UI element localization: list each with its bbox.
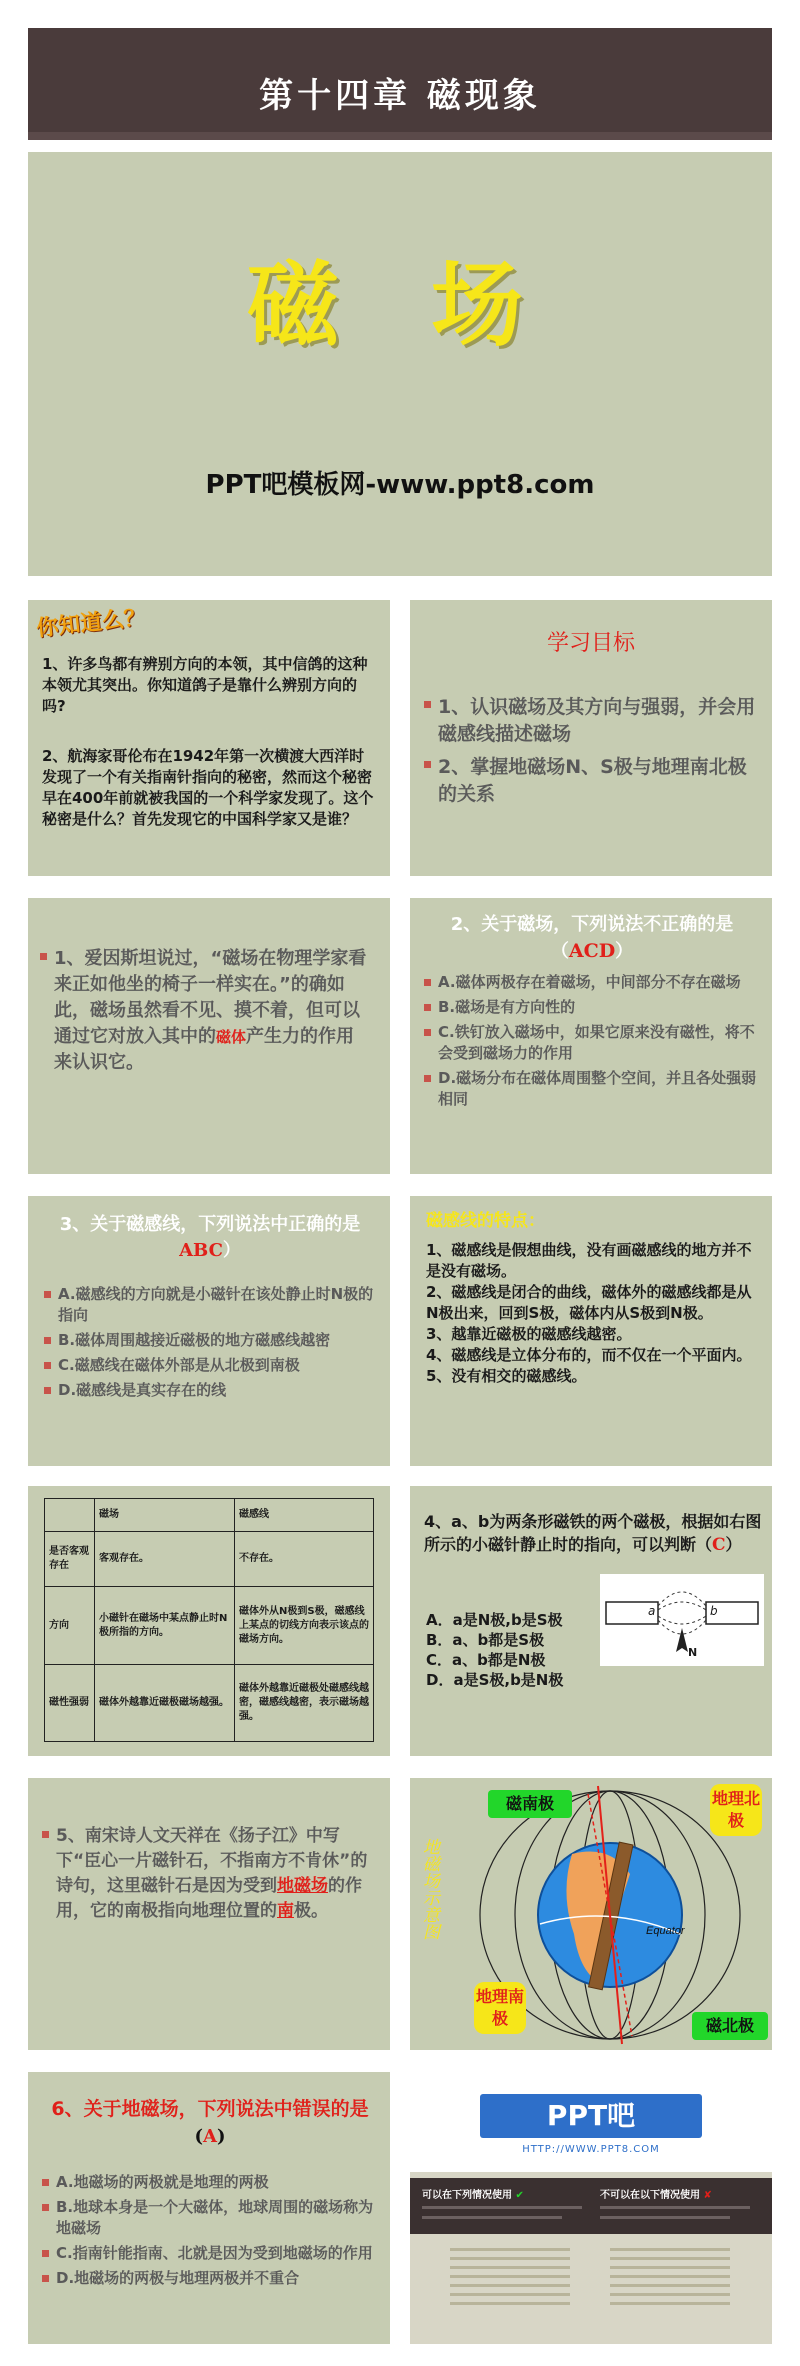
objective-1: 1、认识磁场及其方向与强弱，并会用磁感线描述磁场 bbox=[424, 694, 760, 748]
q6-stem: 6、关于地磁场，下列说法中错误的是 bbox=[51, 2098, 369, 2120]
table-row bbox=[45, 1664, 374, 1741]
table-cell: 磁体外越靠近磁极处磁感线越密，磁感线越密，表示磁场越强。 bbox=[235, 1664, 374, 1741]
table-cell: 小磁针在磁场中某点静止时N极所指的方向。 bbox=[95, 1587, 235, 1664]
did-you-know-q2: 2、航海家哥伦布在1942年第一次横渡大西洋时发现了一个有关指南针指向的秘密，然而这个秘密早在400年前就被我国的一个科学家发现了。这个秘密是什么？首先发现它的中国科学家又是谁？ bbox=[42, 747, 374, 828]
cover-site: PPT吧模板网-www.ppt8.com bbox=[205, 470, 595, 500]
table-cell: 磁体外越靠近磁极磁场越强。 bbox=[95, 1664, 235, 1741]
ad-logo-area bbox=[410, 2072, 772, 2172]
question-3-slide bbox=[28, 1196, 390, 1466]
table-header-cell bbox=[45, 1499, 95, 1532]
table-cell: 客观存在。 bbox=[95, 1532, 235, 1587]
q3-option-b: B.磁体周围越接近磁极的地方磁感线越密 bbox=[44, 1330, 374, 1351]
q6-option-b: B.地球本身是一个大磁体，地球周围的磁场称为地磁场 bbox=[42, 2197, 378, 2239]
question-5-slide bbox=[28, 1778, 390, 2050]
ad-line bbox=[422, 2216, 562, 2219]
table-cell: 是否客观存在 bbox=[45, 1532, 95, 1587]
table-header-row bbox=[45, 1499, 374, 1532]
cross-icon: ✘ bbox=[703, 2190, 712, 2201]
q4-option-a: A．a是N极,b是S极 bbox=[426, 1611, 563, 1629]
objectives-heading: 学习目标 bbox=[546, 631, 635, 656]
table-cell: 不存在。 bbox=[235, 1532, 374, 1587]
features-heading: 磁感线的特点： bbox=[426, 1211, 545, 1231]
equator-label: Equator bbox=[646, 1925, 685, 1937]
table-cell: 磁性强弱 bbox=[45, 1664, 95, 1741]
q4-stem: 4、a、b为两条形磁铁的两个磁极，根据如右图所示的小磁针静止时的指向，可以判断（ bbox=[424, 1512, 762, 1554]
einstein-slide bbox=[28, 898, 390, 1174]
earth-side-label: 地磁场示意图 bbox=[419, 1838, 439, 1940]
question-5-text bbox=[42, 1824, 376, 1924]
field-line-features-slide bbox=[410, 1196, 772, 1466]
q5-fill-2: 南 bbox=[277, 1901, 294, 1921]
einstein-fill: 磁体 bbox=[216, 1028, 247, 1046]
magnet-diagram bbox=[600, 1574, 764, 1666]
q6-answer: A bbox=[203, 2126, 217, 2147]
q4-option-c: C．a、b都是N极 bbox=[426, 1651, 546, 1669]
needle-label-n: N bbox=[688, 1646, 698, 1659]
q2-option-c: C.铁钉放入磁场中，如果它原来没有磁性，将不会受到磁场力的作用 bbox=[424, 1022, 760, 1064]
question-3-stem bbox=[42, 1212, 378, 1264]
question-6-stem bbox=[42, 2096, 378, 2150]
did-you-know-q1: 1、许多鸟都有辨别方向的本领，其中信鸽的这种本领尤其突出。你知道鸽子是靠什么辨别方向的吗? bbox=[42, 655, 368, 715]
einstein-question bbox=[40, 946, 370, 1076]
q4-option-b: B．a、b都是S极 bbox=[426, 1631, 545, 1649]
ad-line bbox=[600, 2216, 730, 2219]
q3-stem-end: ） bbox=[222, 1240, 241, 1261]
question-2-stem bbox=[424, 912, 760, 965]
q3-option-a: A.磁感线的方向就是小磁针在该处静止时N极的指向 bbox=[44, 1284, 374, 1326]
feature-1: 1、磁感线是假想曲线，没有画磁感线的地方并不是没有磁场。 bbox=[426, 1241, 752, 1280]
q2-answer: ACD bbox=[568, 940, 616, 962]
ad-line bbox=[600, 2206, 750, 2209]
question-3-options bbox=[44, 1284, 374, 1401]
q2-option-b: B.磁场是有方向性的 bbox=[424, 997, 760, 1018]
question-6-slide bbox=[28, 2072, 390, 2344]
table-row bbox=[45, 1532, 374, 1587]
table-cell: 方向 bbox=[45, 1587, 95, 1664]
q2-stem: 2、关于磁场，下列说法不正确的是（ bbox=[450, 914, 734, 962]
comparison-table bbox=[44, 1498, 374, 1742]
ad-links-right bbox=[610, 2248, 730, 2332]
q3-answer: ABC bbox=[179, 1240, 223, 1261]
geographic-south-label: 地理南极 bbox=[474, 1982, 526, 2034]
did-you-know-slide bbox=[28, 600, 390, 876]
q2-stem-end: ） bbox=[615, 941, 634, 962]
objectives-slide bbox=[410, 600, 772, 876]
comparison-table-slide bbox=[28, 1486, 390, 1756]
check-icon: ✔ bbox=[515, 2190, 524, 2201]
question-2-options bbox=[424, 972, 760, 1110]
ppt8-ad-slide bbox=[410, 2072, 772, 2344]
q3-stem: 3、关于磁感线，下列说法中正确的是 bbox=[59, 1214, 361, 1235]
question-2-slide bbox=[410, 898, 772, 1174]
earth-magnetic-field-slide bbox=[410, 1778, 772, 2050]
feature-3: 3、越靠近磁极的磁感线越密。 bbox=[426, 1325, 632, 1343]
einstein-text: 1、爱因斯坦说过，“磁场在物理学家看来正如他坐的椅子一样实在。”的确如此，磁场虽然看不见、摸不着，但可以通过它对放入其中的 bbox=[54, 948, 367, 1047]
q4-stem-end: ） bbox=[725, 1535, 742, 1554]
q6-answer-wrap: (A) bbox=[194, 2126, 226, 2147]
chapter-header bbox=[28, 28, 772, 140]
q2-option-a: A.磁体两极存在着磁场，中间部分不存在磁场 bbox=[424, 972, 760, 993]
magnetic-north-label: 磁北极 bbox=[692, 2012, 768, 2040]
ad-links-left bbox=[450, 2248, 570, 2332]
q3-option-c: C.磁感线在磁体外部是从北极到南极 bbox=[44, 1355, 374, 1376]
q4-answer: C bbox=[712, 1535, 726, 1555]
q5-fill-1: 地磁场 bbox=[277, 1876, 328, 1896]
q4-option-d: D．a是S极,b是N极 bbox=[426, 1671, 564, 1689]
q5-text-mid: 的作用，它的南极指向地理位置的 bbox=[56, 1876, 362, 1921]
ad-usage-bar bbox=[410, 2178, 772, 2234]
table-header-cell: 磁场 bbox=[95, 1499, 235, 1532]
q6-option-a: A.地磁场的两极就是地理的两极 bbox=[42, 2172, 378, 2193]
q5-text: 5、南宋诗人文天祥在《扬子江》中写下“臣心一片磁针石，不指南方不肯休”的诗句，这里磁针石是因为受到 bbox=[56, 1826, 368, 1896]
q3-option-d: D.磁感线是真实存在的线 bbox=[44, 1380, 374, 1401]
q2-option-d: D.磁场分布在磁体周围整个空间，并且各处强弱相同 bbox=[424, 1068, 760, 1110]
header-stripe bbox=[28, 132, 772, 140]
ad-logo: PPT吧 bbox=[480, 2094, 702, 2138]
objective-2: 2、掌握地磁场N、S极与地理南北极的关系 bbox=[424, 754, 760, 808]
question-4-stem bbox=[424, 1510, 764, 1557]
ad-url: HTTP://WWW.PPT8.COM bbox=[522, 2144, 660, 2155]
table-cell: 磁体外从N极到S极，磁感线上某点的切线方向表示该点的磁场方向。 bbox=[235, 1587, 374, 1664]
q6-option-d: D.地磁场的两极与地理两极并不重合 bbox=[42, 2268, 378, 2289]
ad-line bbox=[422, 2206, 582, 2209]
feature-2: 2、磁感线是闭合的曲线，磁体外的磁感线都是从N极出来，回到S极，磁体内从S极到N极。 bbox=[426, 1283, 752, 1322]
ad-can-use: 可以在下列情况使用 ✔ bbox=[422, 2190, 524, 2201]
magnetic-south-label: 磁南极 bbox=[488, 1790, 572, 1818]
magnet-label-a: a bbox=[648, 1604, 656, 1618]
chapter-title: 第十四章 磁现象 bbox=[259, 76, 541, 116]
einstein-text-end: 产生力的作用来认识它。 bbox=[54, 1026, 355, 1073]
ad-cannot-use: 不可以在以下情况使用 ✘ bbox=[600, 2190, 712, 2201]
feature-5: 5、没有相交的磁感线。 bbox=[426, 1367, 587, 1385]
feature-4: 4、磁感线是立体分布的，而不仅在一个平面内。 bbox=[426, 1346, 752, 1364]
magnet-diagram-svg bbox=[600, 1574, 764, 1666]
question-4-slide bbox=[410, 1486, 772, 1756]
question-6-options bbox=[42, 2172, 378, 2289]
table-header-cell: 磁感线 bbox=[235, 1499, 374, 1532]
did-you-know-heading: 你知道么？ bbox=[35, 604, 148, 642]
objectives-list bbox=[424, 694, 760, 808]
geographic-north-label: 地理北极 bbox=[710, 1784, 762, 1836]
question-4-options bbox=[426, 1610, 626, 1690]
cover-slide bbox=[28, 152, 772, 576]
magnet-label-b: b bbox=[710, 1604, 718, 1618]
features-list bbox=[426, 1240, 762, 1387]
q5-text-end: 极。 bbox=[294, 1901, 328, 1921]
cover-title: 磁 场 bbox=[246, 252, 554, 359]
q6-option-c: C.指南针能指南、北就是因为受到地磁场的作用 bbox=[42, 2243, 378, 2264]
table-row bbox=[45, 1587, 374, 1664]
